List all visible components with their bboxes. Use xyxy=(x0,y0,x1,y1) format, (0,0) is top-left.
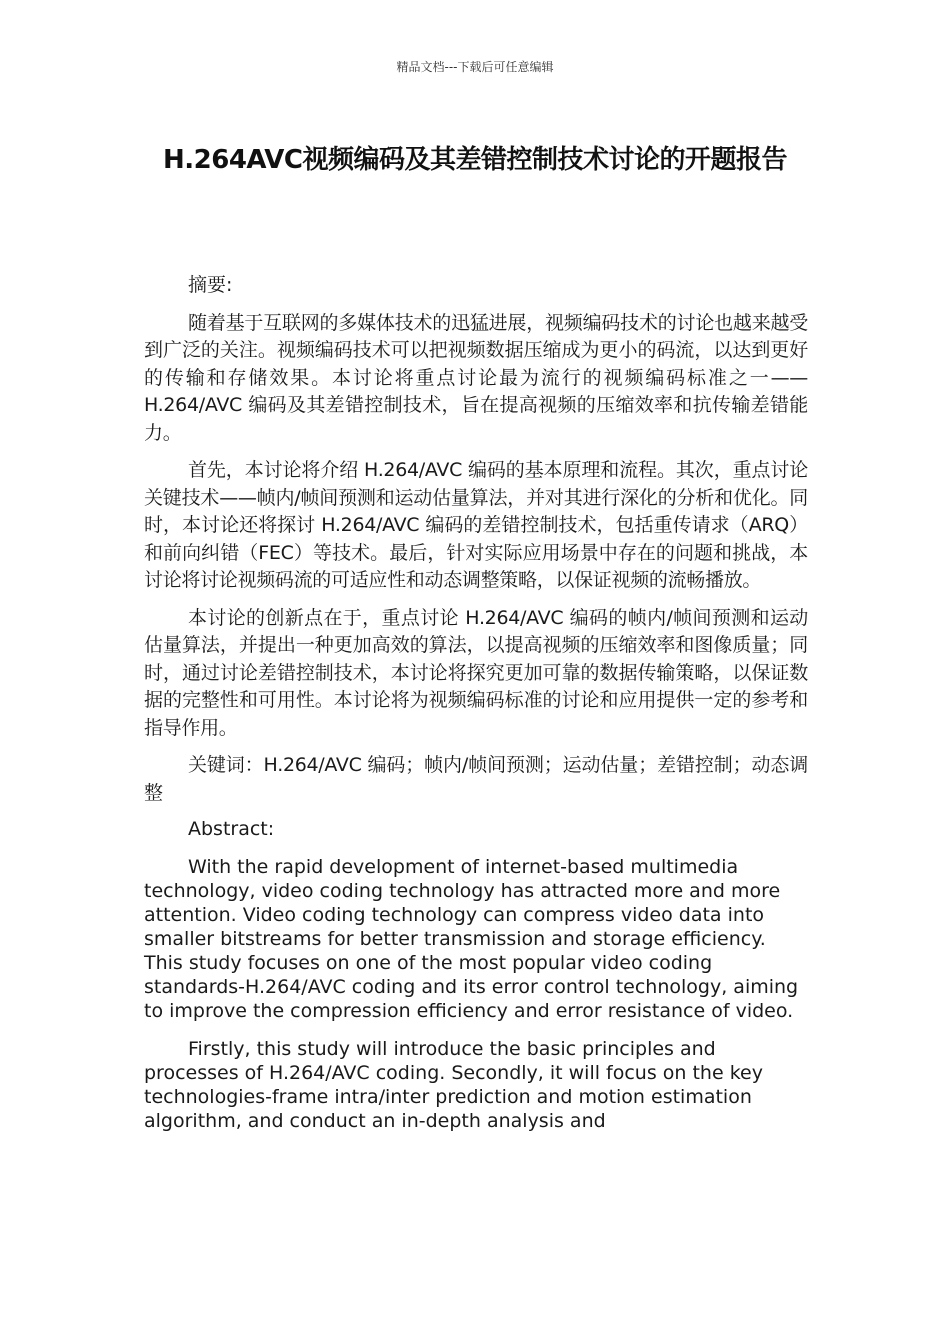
abstract-cn-paragraph-3: 本讨论的创新点在于，重点讨论 H.264/AVC 编码的帧内/帧间预测和运动估量算法，并提出一种更加高效的算法，以提高视频的压缩效率和图像质量；同时，通过讨论差错控制技术，本讨论将探究更加可靠的数据传输策略，以保证数据的完整性和可用性。本讨论将为视频编码标准的讨论和应用提供一定的参考和指导作用。 xyxy=(144,606,808,739)
abstract-cn-paragraph-1: 随着基于互联网的多媒体技术的迅猛进展，视频编码技术的讨论也越来越受到广泛的关注。视频编码技术可以把视频数据压缩成为更小的码流，以达到更好的传输和存储效果。本讨论将重点讨论最为流行的视频编码标准之一——H.264/AVC 编码及其差错控制技术，旨在提高视频的压缩效率和抗传输差错能力。 xyxy=(144,311,808,444)
abstract-cn-label: 摘要: xyxy=(188,274,233,296)
abstract-cn-paragraph-2: 首先，本讨论将介绍 H.264/AVC 编码的基本原理和流程。其次，重点讨论关键技术——帧内/帧间预测和运动估量算法，并对其进行深化的分析和优化。同时，本讨论还将探讨 H.264/AVC 编码的差错控制技术，包括重传请求（ARQ）和前向纠错（FEC）等技术。最后，针对实际应用场景中存在的问题和挑战，本讨论将讨论视频码流的可适应性和动态调整策略，以保证视频的流畅播放。 xyxy=(144,459,808,591)
document-body xyxy=(144,272,808,1147)
keywords-cn: 关键词：H.264/AVC 编码；帧内/帧间预测；运动估量；差错控制；动态调整 xyxy=(144,754,808,804)
abstract-en-paragraph-2: Firstly, this study will introduce the basic principles and processes of H.264/AVC coding. Secondly, it will focus on the key technologies-frame intra/inter prediction and motion estimation algorithm, and conduct an in-depth analysis and xyxy=(144,1038,763,1132)
abstract-en-paragraph-1: With the rapid development of internet-based multimedia technology, video coding technology has attracted more and more attention. Video coding technology can compress video data into smaller bitstreams for better transmission and storage efficiency. This study focuses on one of the most popular video coding standards-H.264/AVC coding and its error control technology, aiming to improve the compression efficiency and error resistance of video. xyxy=(144,856,799,1022)
page-header-note: 精品文档---下载后可任意编辑 xyxy=(396,60,554,74)
document-title: H.264AVC视频编码及其差错控制技术讨论的开题报告 xyxy=(163,145,787,175)
abstract-en-label: Abstract: xyxy=(188,818,275,840)
